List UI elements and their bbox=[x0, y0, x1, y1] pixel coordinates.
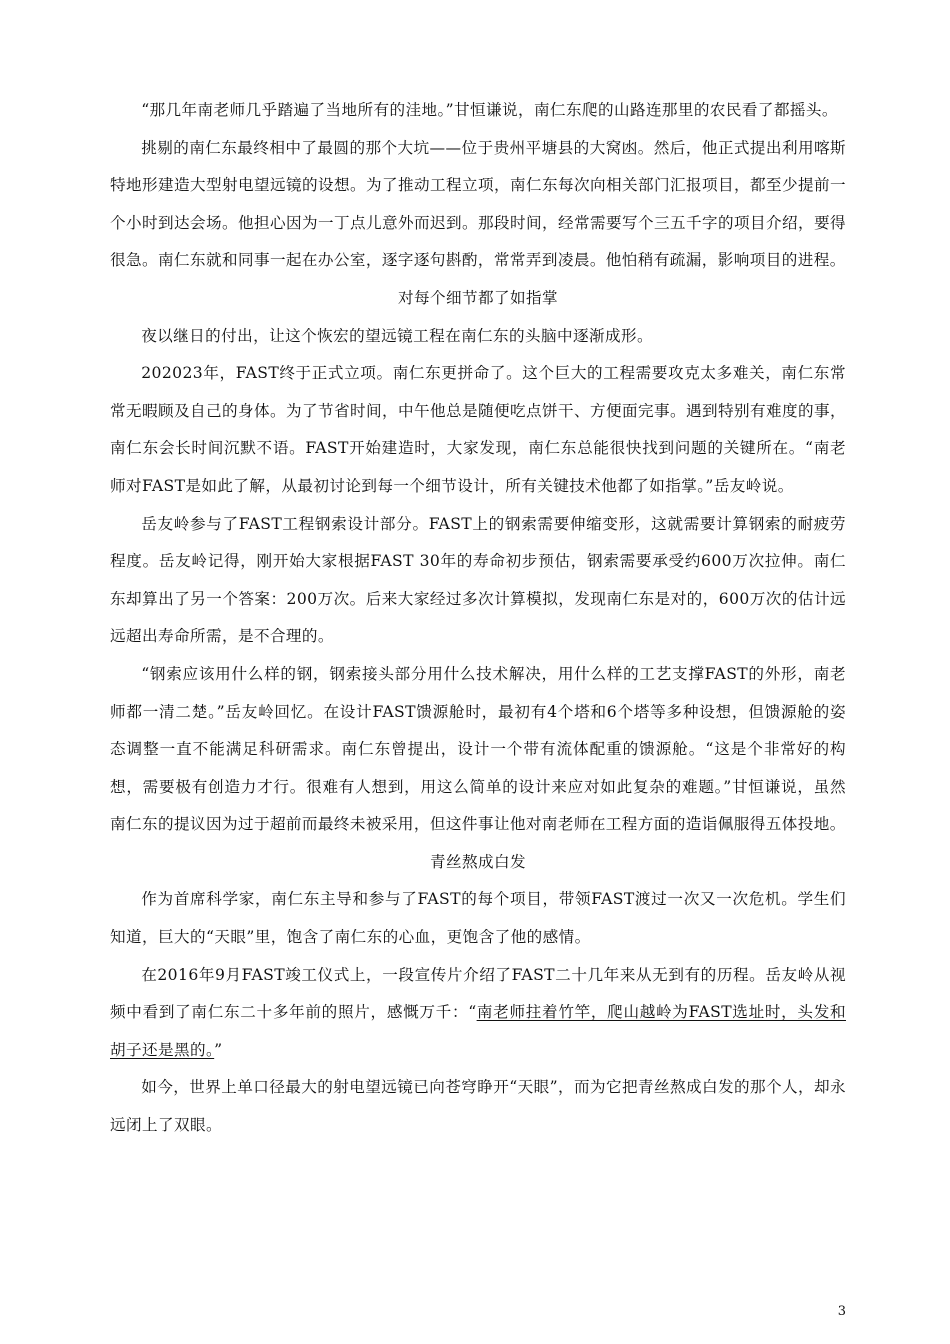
paragraph: “那几年南老师几乎踏遍了当地所有的洼地。”甘恒谦说，南仁东爬的山路连那里的农民看了都摇头。 bbox=[141, 101, 838, 119]
document-body bbox=[110, 92, 846, 1145]
paragraph: 岳友岭参与了FAST工程钢索设计部分。FAST上的钢索需要伸缩变形，这就需要计算钢索的耐疲劳程度。岳友岭记得，刚开始大家根据FAST 30年的寿命初步预估，钢索需要承受约600万次拉伸。南仁东却算出了另一个答案：200万次。后来大家经过多次计算模拟，发现南仁东是对的，600万次的估计远远超出寿命所需，是不合理的。 bbox=[110, 514, 846, 646]
quote-lead-text: 在2016年9月FAST竣工仪式上，一段宣传片介绍了FAST二十几年来从无到有的历程。岳友岭从视频中看到了南仁东二十多年前的照片，感慨万千：“ bbox=[110, 965, 846, 1022]
paragraph: 挑剔的南仁东最终相中了最圆的那个大坑——位于贵州平塘县的大窝凼。然后，他正式提出利用喀斯特地形建造大型射电望远镜的设想。为了推动工程立项，南仁东每次向相关部门汇报项目，都至少提前一个小时到达会场。他担心因为一丁点儿意外而迟到。那段时间，经常需要写个三五千字的项目介绍，要得很急。南仁东就和同事一起在办公室，逐字逐句斟酌，常常弄到凌晨。他怕稍有疏漏，影响项目的进程。 bbox=[110, 138, 846, 270]
section-heading: 青丝熬成白发 bbox=[430, 852, 526, 871]
paragraph: 202023年，FAST终于正式立项。南仁东更拼命了。这个巨大的工程需要攻克太多难关，南仁东常常无暇顾及自己的身体。为了节省时间，中午他总是随便吃点饼干、方便面完事。遇到特别有难度的事，南仁东会长时间沉默不语。FAST开始建造时，大家发现，南仁东总能很快找到问题的关键所在。“南老师对FAST是如此了解，从最初讨论到每一个细节设计，所有关键技术他都了如指掌。”岳友岭说。 bbox=[110, 364, 846, 495]
paragraph: “钢索应该用什么样的钢，钢索接头部分用什么技术解决，用什么样的工艺支撑FAST的外形，南老师都一清二楚。”岳友岭回忆。在设计FAST馈源舱时，最初有4个塔和6个塔等多种设想，但馈源舱的姿态调整一直不能满足科研需求。南仁东曾提出，设计一个带有流体配重的馈源舱。“这是个非常好的构想，需要极有创造力才行。很难有人想到，用这么简单的设计来应对如此复杂的难题。”甘恒谦说，虽然南仁东的提议因为过于超前而最终未被采用，但这件事让他对南老师在工程方面的造诣佩服得五体投地。 bbox=[110, 664, 846, 834]
underlined-quote: 南老师拄着竹竿，爬山越岭为FAST选址时，头发和胡子还是黑的。 bbox=[110, 1003, 846, 1059]
quote-close: ” bbox=[214, 1040, 223, 1059]
page-number: 3 bbox=[837, 1304, 846, 1319]
paragraph: 作为首席科学家，南仁东主导和参与了FAST的每个项目，带领FAST渡过一次又一次危机。学生们知道，巨大的“天眼”里，饱含了南仁东的心血，更饱含了他的感情。 bbox=[110, 890, 846, 947]
section-heading: 对每个细节都了如指掌 bbox=[398, 288, 558, 307]
paragraph: 夜以继日的付出，让这个恢宏的望远镜工程在南仁东的头脑中逐渐成形。 bbox=[141, 326, 653, 345]
paragraph bbox=[110, 957, 846, 1070]
paragraph: 如今，世界上单口径最大的射电望远镜已向苍穹睁开“天眼”，而为它把青丝熬成白发的那个人，却永远闭上了双眼。 bbox=[110, 1078, 846, 1135]
